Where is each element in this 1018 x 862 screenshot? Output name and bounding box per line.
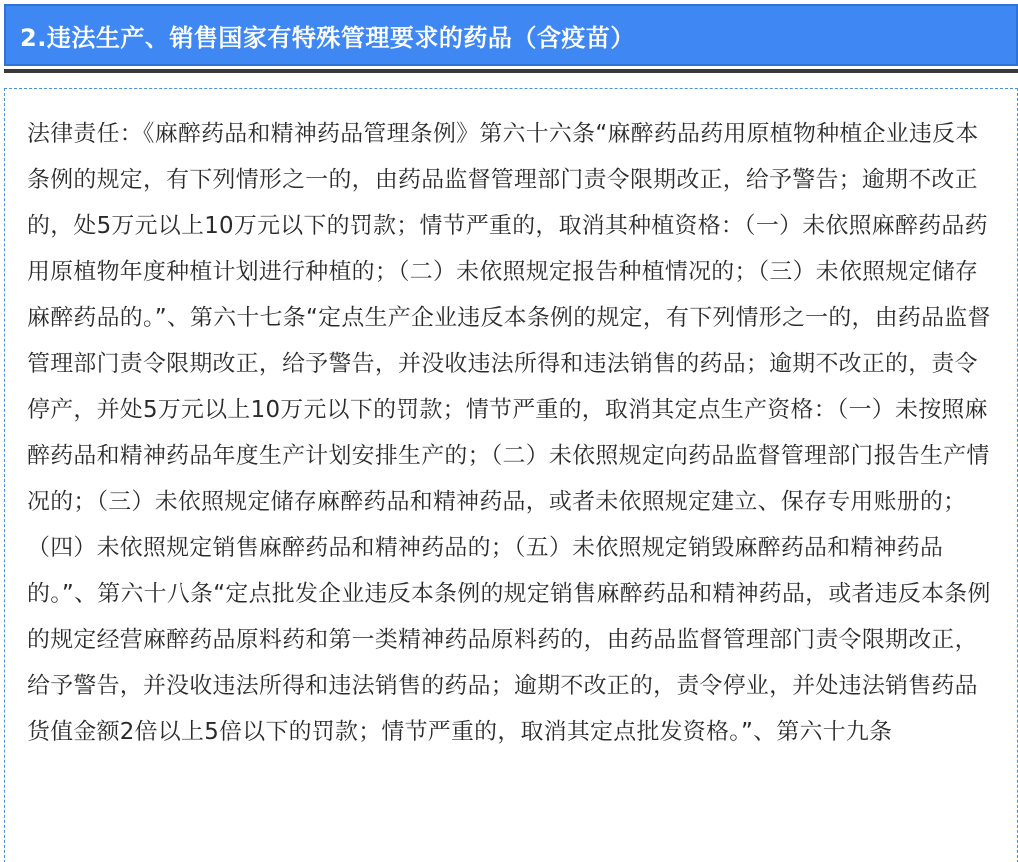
header-divider (4, 69, 1018, 73)
section-header (4, 4, 1018, 66)
legal-liability-paragraph: 法律责任：《麻醉药品和精神药品管理条例》第六十六条“麻醉药品药用原植物种植企业违反本条例的规定，有下列情形之一的，由药品监督管理部门责令限期改正，给予警告；逾期不改正的，处5万元以上10万元以下的罚款；情节严重的，取消其种植资格：（一）未依照麻醉药品药用原植物年度种植计划进行种植的；（二）未依照规定报告种植情况的；（三）未依照规定储存麻醉药品的。”、第六十七条“定点生产企业违反本条例的规定，有下列情形之一的，由药品监督管理部门责令限期改正，给予警告，并没收违法所得和违法销售的药品；逾期不改正的，责令停产，并处5万元以上10万元以下的罚款；情节严重的，取消其定点生产资格：（一）未按照麻醉药品和精神药品年度生产计划安排生产的；（二）未依照规定向药品监督管理部门报告生产情况的；（三）未依照规定储存麻醉药品和精神药品，或者未依照规定建立、保存专用账册的；（四）未依照规定销售麻醉药品和精神药品的；（五）未依照规定销毁麻醉药品和精神药品的。”、第六十八条“定点批发企业违反本条例的规定销售麻醉药品和精神药品，或者违反本条例的规定经营麻醉药品原料药和第一类精神药品原料药的，由药品监督管理部门责令限期改正，给予警告，并没收违法所得和违法销售的药品；逾期不改正的，责令停业，并处违法销售药品货值金额2倍以上5倍以下的罚款；情节严重的，取消其定点批发资格。”、第六十九条 (27, 121, 991, 745)
content-box (4, 88, 1018, 862)
section-title: 2.违法生产、销售国家有特殊管理要求的药品（含疫苗） (20, 23, 635, 52)
